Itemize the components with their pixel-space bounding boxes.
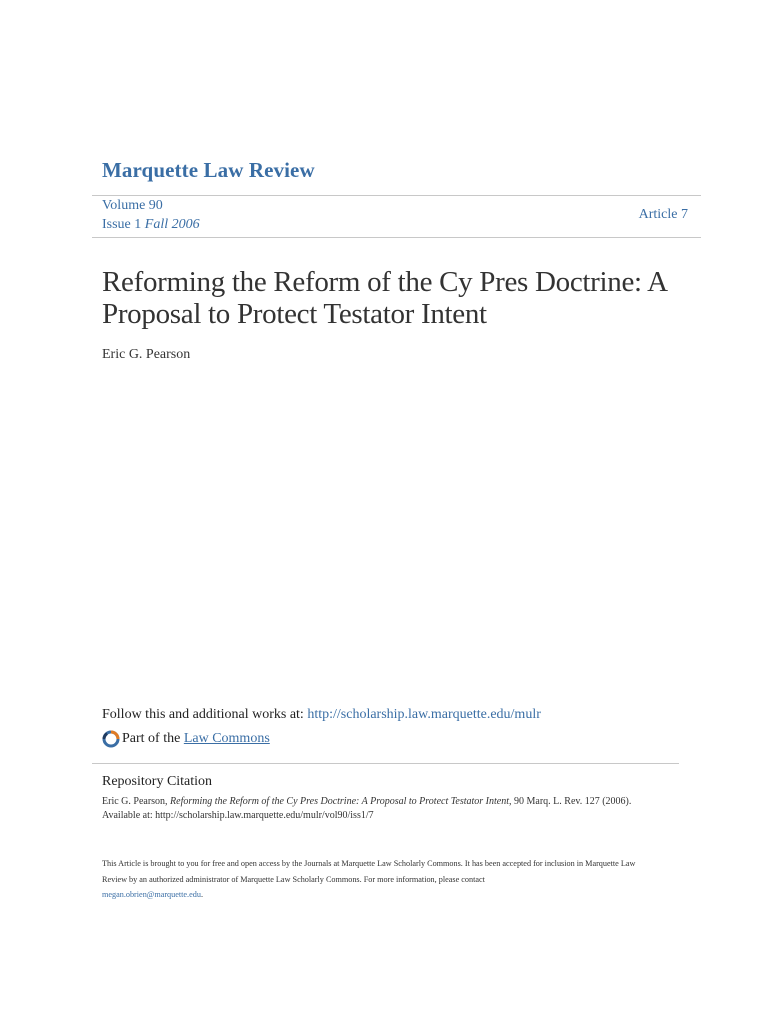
network-logo-icon	[102, 730, 120, 748]
notice-end: .	[200, 890, 203, 899]
repository-url-link[interactable]: http://scholarship.law.marquette.edu/mulr	[307, 707, 541, 722]
article-title: Reforming the Reform of the Cy Pres Doctrine: A Proposal to Protect Testator Intent	[102, 266, 667, 330]
repository-citation-heading: Repository Citation	[102, 774, 213, 789]
header-divider-bottom	[92, 237, 701, 238]
citation-block	[102, 795, 702, 823]
issue-season: Fall 2006	[144, 217, 200, 232]
article-author: Eric G. Pearson	[102, 347, 191, 362]
header-divider-top	[92, 195, 701, 196]
access-notice	[102, 856, 662, 903]
citation-divider	[92, 763, 679, 764]
journal-title[interactable]: Marquette Law Review	[102, 158, 315, 182]
part-of-prefix: Part of the	[122, 731, 181, 746]
law-commons-link[interactable]: Law Commons	[183, 731, 270, 746]
article-number-link[interactable]: Article 7	[638, 207, 688, 222]
volume-link[interactable]: Volume 90	[102, 198, 163, 213]
notice-text: This Article is brought to you for free and open access by the Journals at Marquette Law Scholarly Commons. It has been accepted for inclusion in Marquette Law Review by an authorized administrator of Marquette Law Scholarly Commons. For more information, please contact	[102, 859, 636, 884]
part-of-line	[102, 730, 270, 748]
follow-prefix: Follow this and additional works at:	[102, 707, 308, 722]
contact-email-link[interactable]: megan.obrien@marquette.edu	[102, 890, 201, 899]
citation-author: Eric G. Pearson,	[102, 796, 171, 807]
citation-available: Available at: http://scholarship.law.marquette.edu/mulr/vol90/iss1/7	[102, 810, 374, 821]
issue-number: Issue 1	[102, 217, 142, 232]
follow-line	[102, 707, 541, 723]
citation-source: , 90 Marq. L. Rev. 127 (2006).	[509, 796, 632, 807]
citation-title: Reforming the Reform of the Cy Pres Doctrine: A Proposal to Protect Testator Intent	[170, 796, 509, 807]
issue-link[interactable]	[102, 217, 200, 233]
